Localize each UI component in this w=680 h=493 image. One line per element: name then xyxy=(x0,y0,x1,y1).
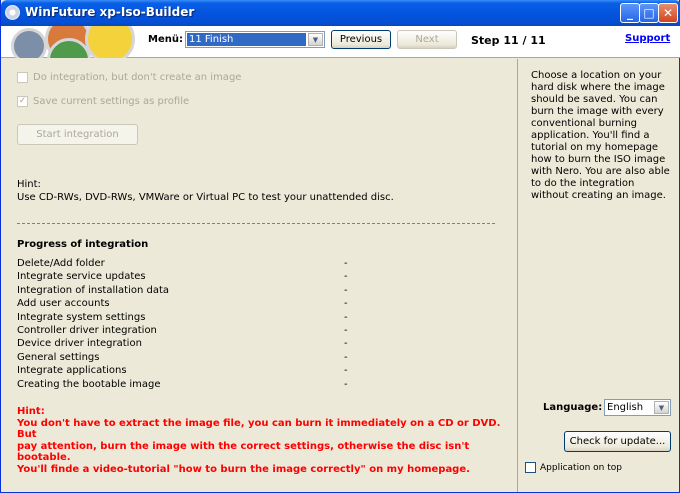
progress-step-status: - xyxy=(344,298,348,310)
progress-step-label: Integrate system settings xyxy=(17,311,146,323)
progress-step-status: - xyxy=(344,271,348,283)
progress-step-status: - xyxy=(344,284,348,296)
check-update-button[interactable]: Check for update... xyxy=(564,431,671,452)
progress-step-status: - xyxy=(344,338,348,350)
hint-text: Use CD-RWs, DVD-RWs, VMWare or Virtual PC to test your unattended disc. xyxy=(17,192,394,203)
progress-title: Progress of integration xyxy=(17,239,149,250)
progress-step-status: - xyxy=(344,258,348,269)
list-item xyxy=(17,271,357,284)
progress-step-status: - xyxy=(344,311,348,323)
progress-step-status: - xyxy=(344,365,348,377)
save-profile-label: Save current settings as profile xyxy=(33,96,190,107)
title-bar[interactable] xyxy=(1,0,680,26)
main-panel xyxy=(2,59,517,492)
chevron-down-icon[interactable]: ▼ xyxy=(654,401,669,414)
list-item xyxy=(17,379,357,392)
step-indicator: Step 11 / 11 xyxy=(471,34,546,47)
app-logo xyxy=(7,26,137,58)
logo-circle-blue xyxy=(11,28,47,58)
hint-title: Hint: xyxy=(17,179,41,190)
logo-circle-yellow xyxy=(85,26,135,58)
save-profile-checkbox[interactable]: ✓ xyxy=(18,96,27,106)
progress-step-label: Delete/Add folder xyxy=(17,258,105,269)
on-top-checkbox[interactable] xyxy=(525,462,536,473)
progress-list xyxy=(17,258,357,392)
close-button[interactable]: ✕ xyxy=(658,3,678,23)
list-item xyxy=(17,285,357,298)
list-item xyxy=(17,298,357,311)
progress-step-label: Controller driver integration xyxy=(17,324,157,336)
step-description: Choose a location on your hard disk where the image should be saved. You can burn the image with every conventional burning application. You'll find a tutorial on my homepage how to burn the ISO image with Nero. You are also able to do the integration without creating an image. xyxy=(531,70,670,201)
progress-step-label: Add user accounts xyxy=(17,298,110,310)
progress-step-label: Creating the bootable image xyxy=(17,378,161,390)
progress-step-label: Integrate service updates xyxy=(17,271,146,283)
list-item xyxy=(17,325,357,338)
progress-step-label: Device driver integration xyxy=(17,338,142,350)
menu-label: Menü: xyxy=(148,34,183,45)
language-dropdown[interactable] xyxy=(604,399,671,416)
burn-hint-title: Hint: xyxy=(17,406,45,417)
progress-step-status: - xyxy=(344,324,348,336)
language-value: English xyxy=(607,402,644,413)
burn-hint-line: You'll finde a video-tutorial "how to burn the image correctly" on my homepage. xyxy=(17,463,470,475)
maximize-button[interactable]: □ xyxy=(639,3,659,23)
window-title: WinFuture xp-Iso-Builder xyxy=(25,5,195,19)
support-link[interactable]: Support xyxy=(625,33,671,44)
progress-step-label: Integrate applications xyxy=(17,365,127,377)
language-label: Language: xyxy=(543,402,603,413)
start-integration-button[interactable]: Start integration xyxy=(17,124,138,145)
minimize-button[interactable]: _ xyxy=(620,3,640,23)
list-item xyxy=(17,258,357,271)
cd-icon xyxy=(5,5,20,20)
menu-dropdown-value: 11 Finish xyxy=(187,33,306,46)
divider xyxy=(17,223,495,224)
chevron-down-icon[interactable]: ▼ xyxy=(308,33,323,46)
info-sidebar xyxy=(517,59,680,492)
no-image-checkbox[interactable] xyxy=(17,72,28,83)
progress-step-label: Integration of installation data xyxy=(17,284,170,296)
list-item xyxy=(17,338,357,351)
burn-hint xyxy=(17,406,512,475)
menu-dropdown[interactable] xyxy=(185,31,325,48)
progress-step-status: - xyxy=(344,378,348,390)
previous-button[interactable]: Previous xyxy=(331,30,391,49)
next-button[interactable]: Next xyxy=(397,30,457,49)
burn-hint-line: pay attention, burn the image with the correct settings, otherwise the disc isn't bootable. xyxy=(17,440,470,463)
on-top-label: Application on top xyxy=(540,463,622,473)
no-image-label: Do integration, but don't create an image xyxy=(33,72,242,83)
progress-step-status: - xyxy=(344,351,348,363)
progress-step-label: General settings xyxy=(17,351,100,363)
list-item xyxy=(17,312,357,325)
burn-hint-line: You don't have to extract the image file, you can burn it immediately on a CD or DVD. But xyxy=(17,417,501,440)
list-item xyxy=(17,352,357,365)
list-item xyxy=(17,365,357,378)
